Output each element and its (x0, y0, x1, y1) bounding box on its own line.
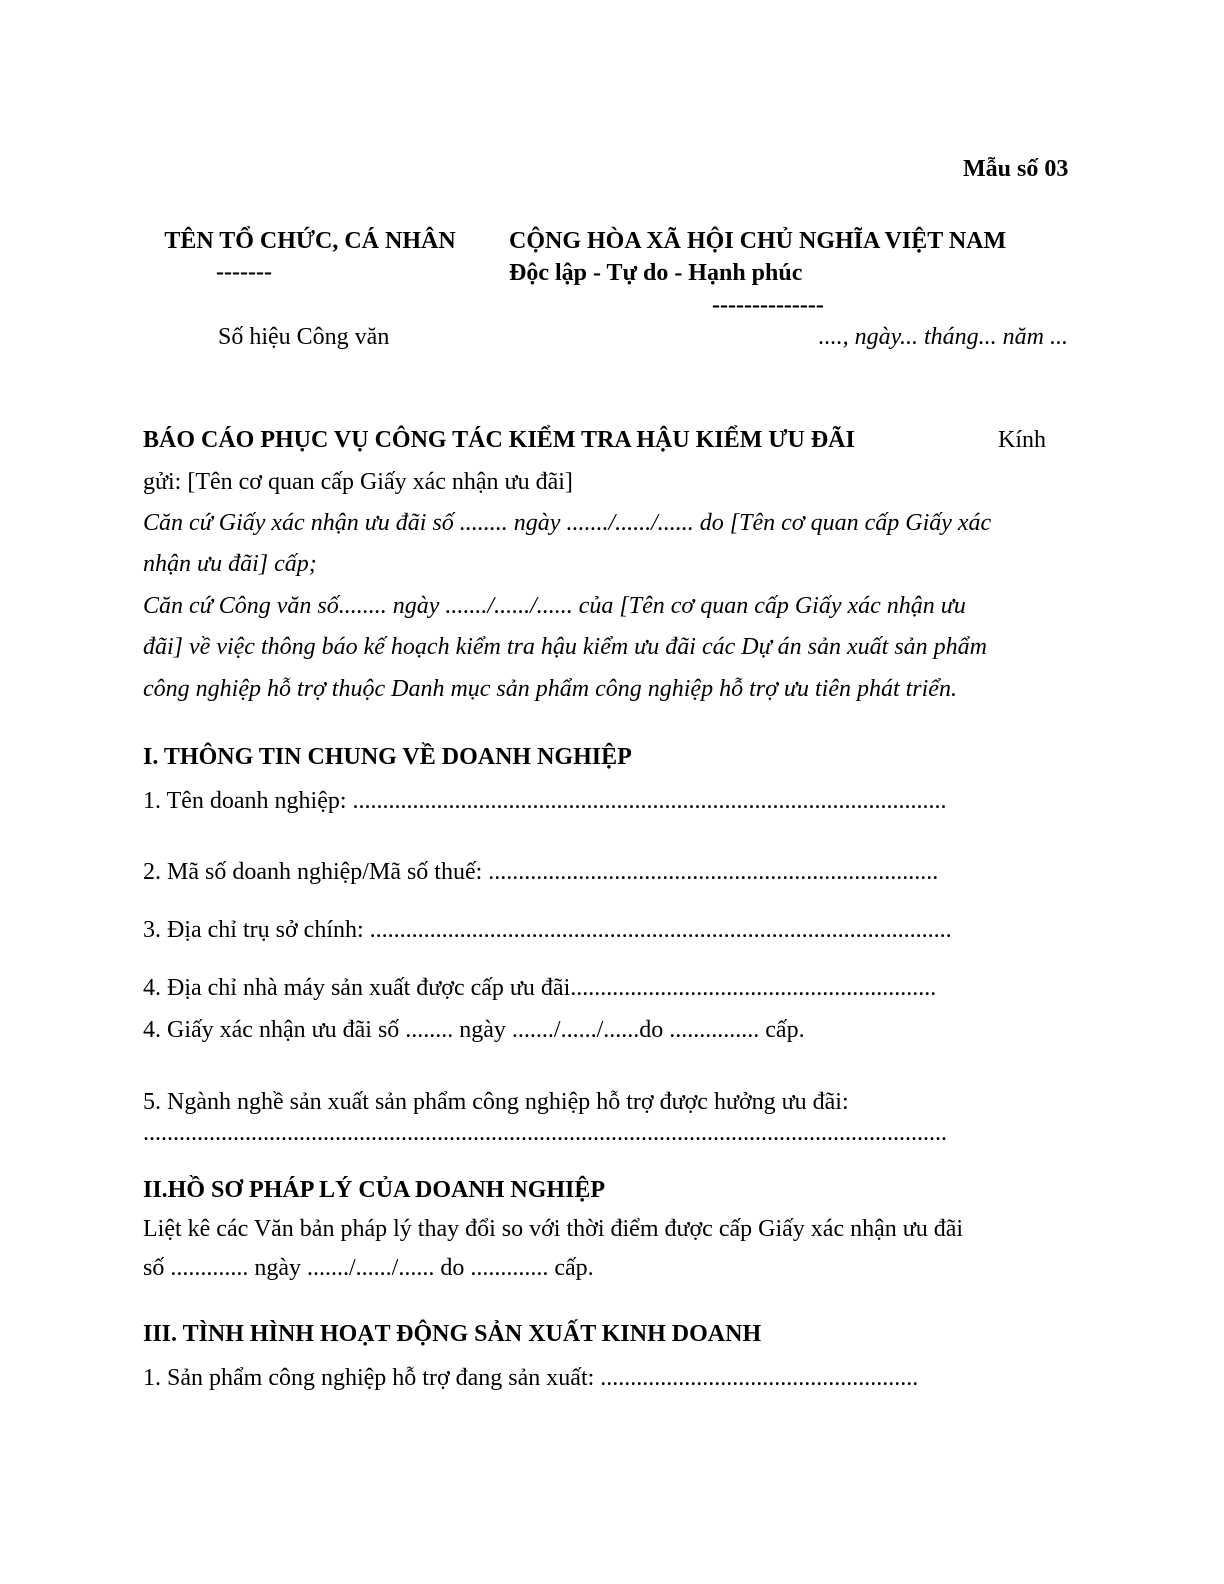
org-rule: ------- (216, 259, 272, 285)
basis-line: công nghiệp hỗ trợ thuộc Danh mục sản phẩm công nghiệp hỗ trợ ưu tiên phát triển. (143, 676, 957, 702)
motto: Độc lập - Tự do - Hạnh phúc (509, 260, 803, 286)
basis-line: Căn cứ Giấy xác nhận ưu đãi số ........ ngày ......./....../...... do [Tên cơ quan cấp Giấy xác (143, 510, 992, 536)
report-title: BÁO CÁO PHỤC VỤ CÔNG TÁC KIỂM TRA HẬU KIỂM ƯU ĐÃI (143, 427, 855, 453)
basis-line: Căn cứ Công văn số........ ngày ......./....../...... của [Tên cơ quan cấp Giấy xác nhận ưu (143, 593, 966, 619)
motto-rule: -------------- (712, 292, 824, 318)
tax-code-field: 2. Mã số doanh nghiệp/Mã số thuế: ........................................................................... (143, 859, 939, 885)
form-number: Mẫu số 03 (963, 156, 1069, 182)
section-1-heading: I. THÔNG TIN CHUNG VỀ DOANH NGHIỆP (143, 744, 632, 770)
org-name: TÊN TỔ CHỨC, CÁ NHÂN (164, 228, 456, 254)
date-line: ...., ngày... tháng... năm ... (818, 324, 1068, 350)
products-field: 1. Sản phẩm công nghiệp hỗ trợ đang sản xuất: ..................................................... (143, 1365, 919, 1391)
recipient-prefix: Kính (998, 427, 1046, 453)
basis-line: đãi] về việc thông báo kế hoạch kiểm tra hậu kiểm ưu đãi các Dự án sản xuất sản phẩm (143, 634, 987, 660)
company-name-field: 1. Tên doanh nghiệp: ................................................................................................... (143, 788, 947, 814)
industry-field-dots: ...................................................................................................................................... (143, 1120, 947, 1146)
legal-docs-line: Liệt kê các Văn bản pháp lý thay đổi so với thời điểm được cấp Giấy xác nhận ưu đãi (143, 1216, 964, 1242)
section-3-heading: III. TÌNH HÌNH HOẠT ĐỘNG SẢN XUẤT KINH DOANH (143, 1321, 762, 1347)
basis-line: nhận ưu đãi] cấp; (143, 551, 317, 577)
industry-field: 5. Ngành nghề sản xuất sản phẩm công nghiệp hỗ trợ được hưởng ưu đãi: (143, 1089, 849, 1115)
certificate-field: 4. Giấy xác nhận ưu đãi số ........ ngày ......./....../......do ............... cấp. (143, 1017, 805, 1043)
recipient-line: gửi: [Tên cơ quan cấp Giấy xác nhận ưu đãi] (143, 469, 573, 495)
factory-address-field: 4. Địa chỉ nhà máy sản xuất được cấp ưu đãi............................................................. (143, 975, 937, 1001)
legal-docs-line: số ............. ngày ......./....../...... do ............. cấp. (143, 1255, 594, 1281)
doc-number: Số hiệu Công văn (218, 324, 390, 350)
country-name: CỘNG HÒA XÃ HỘI CHỦ NGHĨA VIỆT NAM (509, 228, 1007, 254)
section-2-heading: II.HỒ SƠ PHÁP LÝ CỦA DOANH NGHIỆP (143, 1177, 606, 1203)
head-office-field: 3. Địa chỉ trụ sở chính: ................................................................................................. (143, 917, 952, 943)
